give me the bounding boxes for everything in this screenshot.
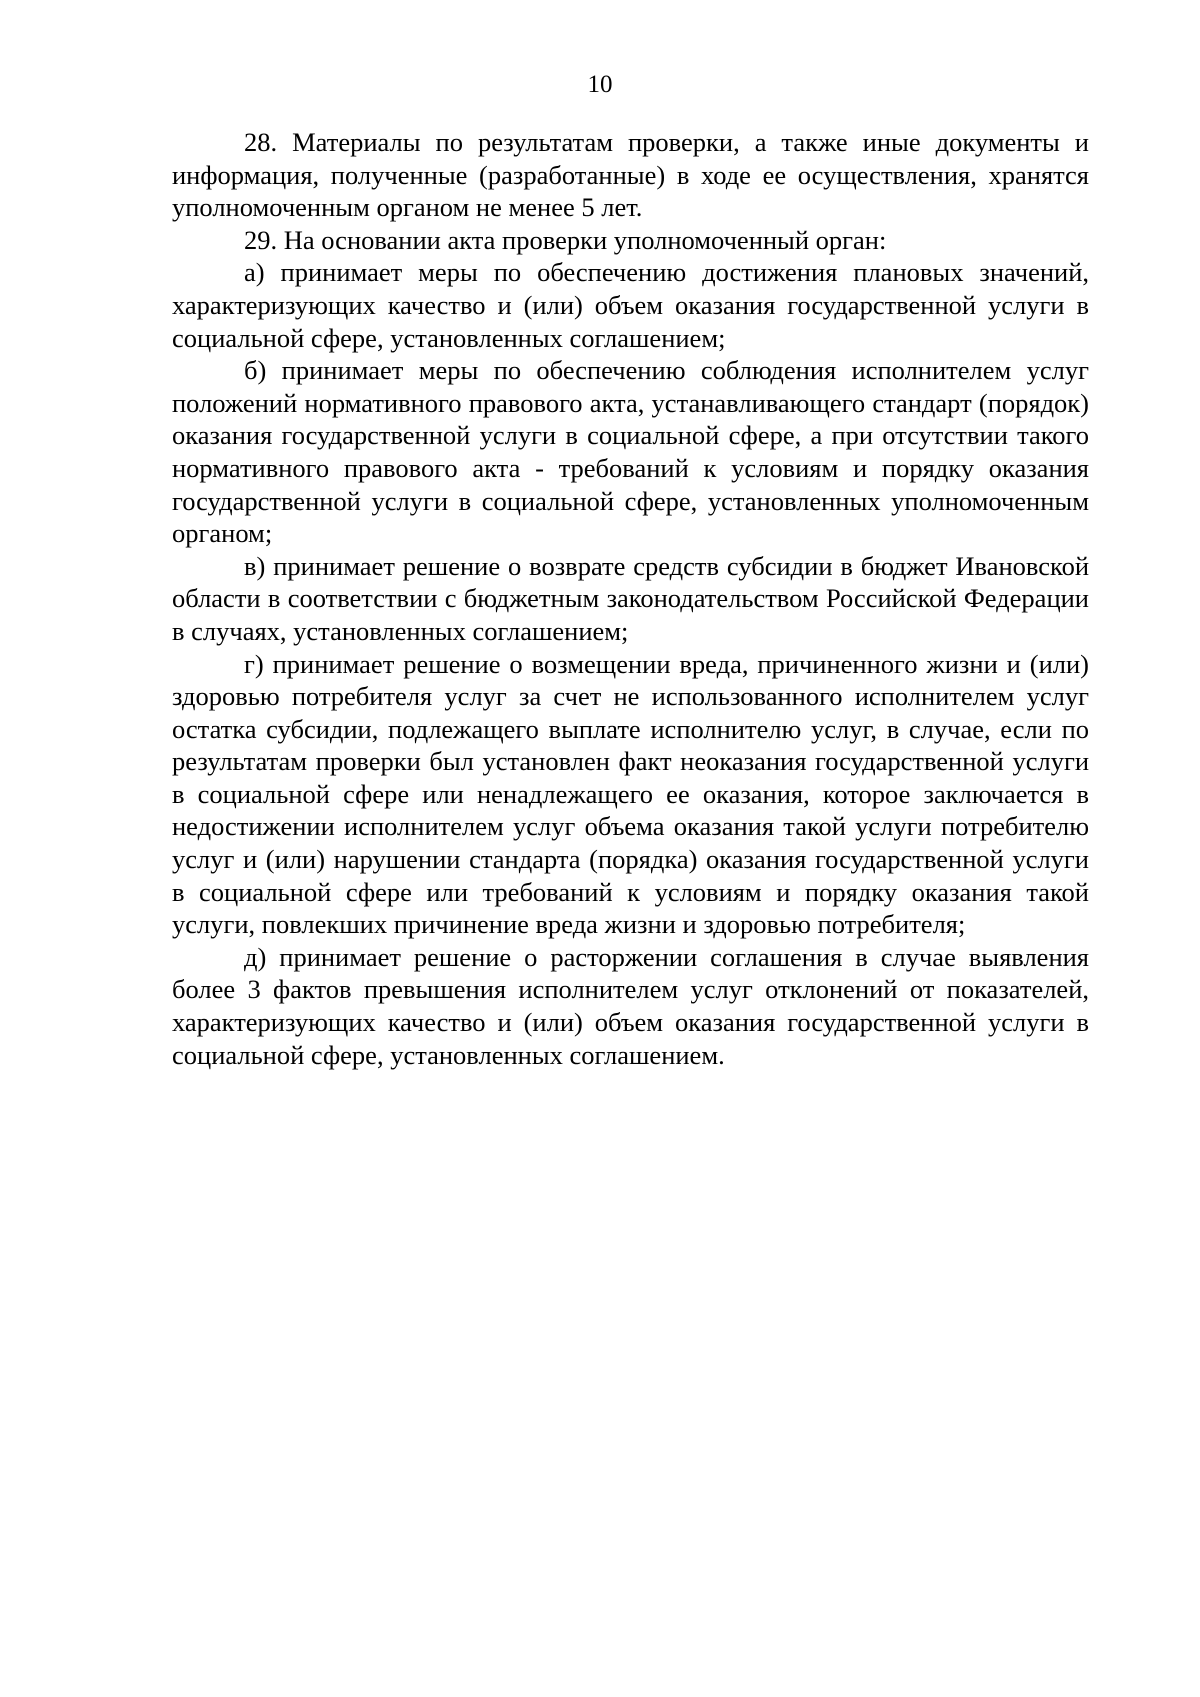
paragraph-29a-planned-values: а) принимает меры по обеспечению достижения плановых значений, характеризующих качество и (или) объем оказания государственной услуги в социальной сфере, установленных соглашением; bbox=[172, 257, 1089, 353]
paragraph-29-actions-intro: 29. На основании акта проверки уполномоченный орган: bbox=[244, 224, 887, 255]
paragraph-29b-standard-compliance: б) принимает меры по обеспечению соблюдения исполнителем услуг положений нормативного правового акта, устанавливающего стандарт (порядок) оказания государственной услуги в социальной сфере, а при отсутствии такого нормативного правового акта - требований к условиям и порядку оказания государственной услуги в социальной сфере, установленных уполномоченным органом; bbox=[172, 355, 1089, 549]
document-body bbox=[172, 126, 1089, 1071]
paragraph-29d-agreement-termination: д) принимает решение о расторжении соглашения в случае выявления более 3 фактов превышения исполнителем услуг отклонений от показателей, характеризующих качество и (или) объем оказания государственной услуги в социальной сфере, установленных соглашением. bbox=[172, 941, 1089, 1070]
paragraph-29v-subsidy-return: в) принимает решение о возврате средств субсидии в бюджет Ивановской области в соответствии с бюджетным законодательством Российской Федерации в случаях, установленных соглашением; bbox=[172, 550, 1089, 646]
paragraph-29g-damage-compensation: г) принимает решение о возмещении вреда, причиненного жизни и (или) здоровью потребителя услуг за счет не использованного исполнителем услуг остатка субсидии, подлежащего выплате исполнителю услуг, в случае, если по результатам проверки был установлен факт неоказания государственной услуги в социальной сфере или ненадлежащего ее оказания, которое заключается в недостижении исполнителем услуг объема оказания такой услуги потребителю услуг и (или) нарушении стандарта (порядка) оказания государственной услуги в социальной сфере или требований к условиям и порядку оказания такой услуги, повлекших причинение вреда жизни и здоровью потребителя; bbox=[172, 648, 1089, 940]
page-number: 10 bbox=[587, 71, 613, 98]
paragraph-28-materials-storage: 28. Материалы по результатам проверки, а также иные документы и информация, полученные (разработанные) в ходе ее осуществления, хранятся уполномоченным органом не менее 5 лет. bbox=[172, 127, 1089, 223]
